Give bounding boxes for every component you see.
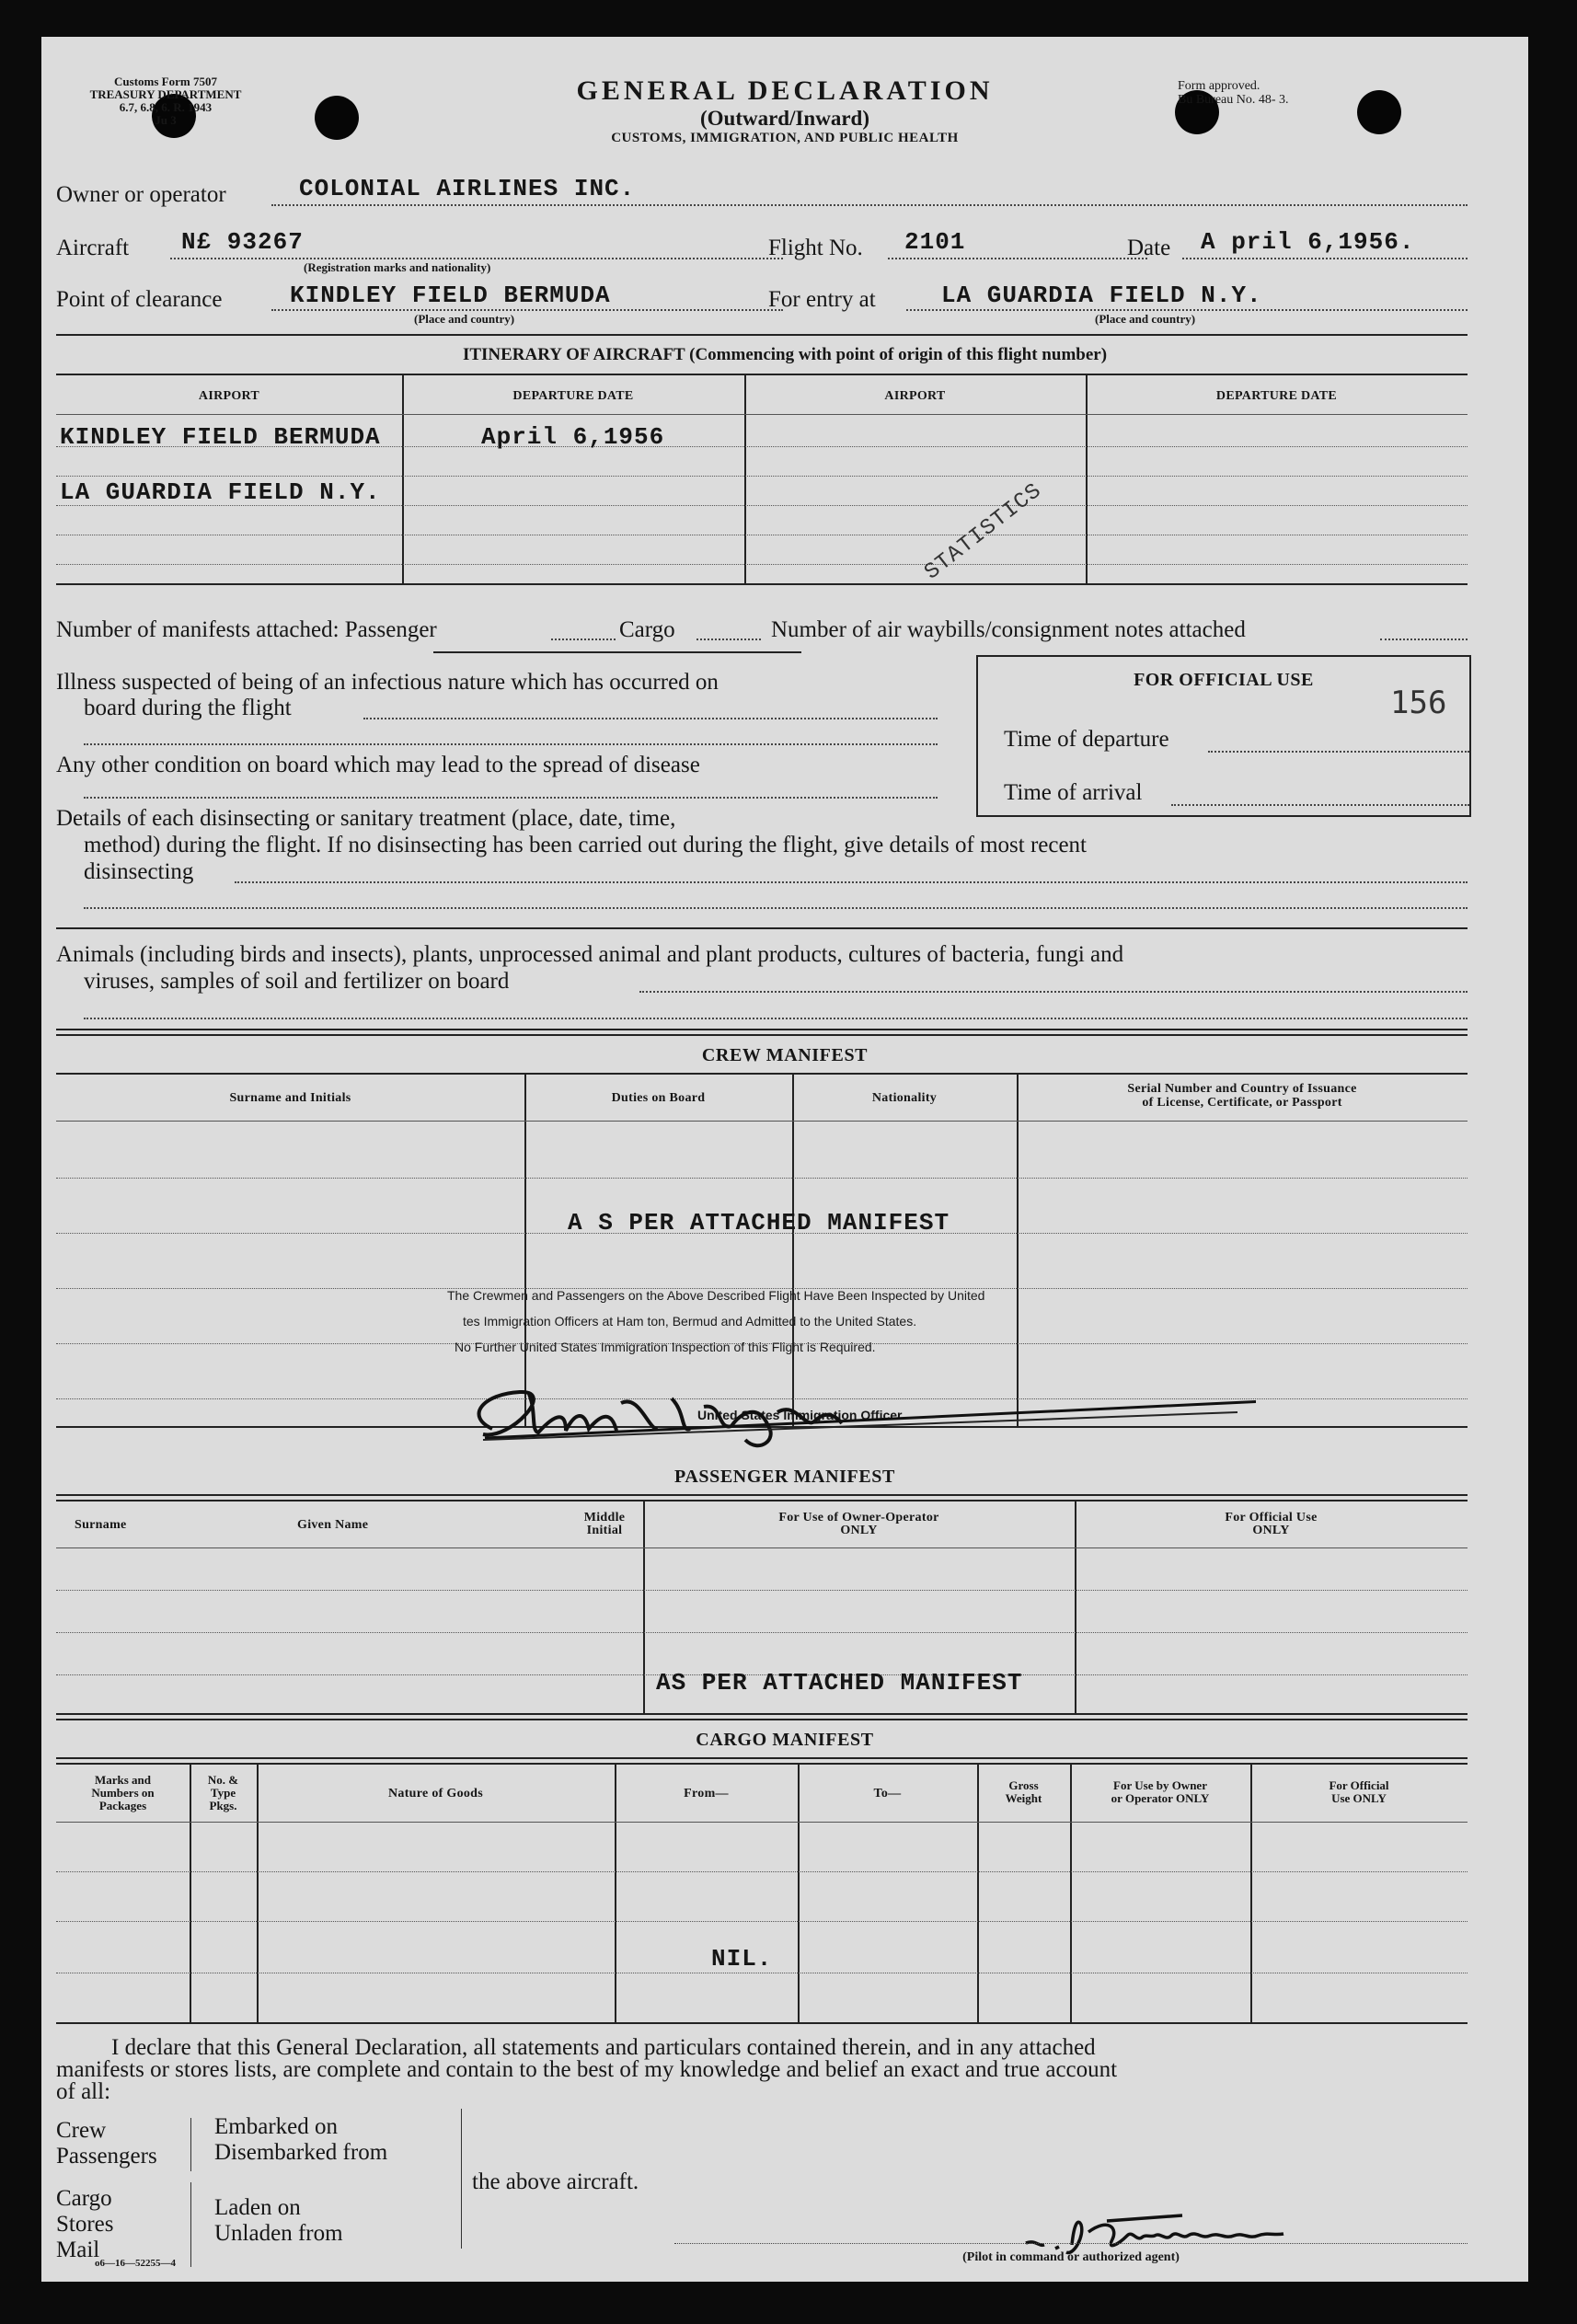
aircraft-label: Aircraft bbox=[56, 236, 130, 260]
approval-line: Form approved. bbox=[1178, 79, 1260, 93]
title-block bbox=[41, 75, 1528, 146]
declaration-crew: Crew bbox=[56, 2118, 107, 2143]
animals-text: Animals (including birds and insects), plants, unprocessed animal and plant products, cultures of bacteria, fungi and bbox=[56, 942, 1124, 967]
aircraft-caption: (Registration marks and nationality) bbox=[304, 260, 491, 274]
passenger-col-official: For Official Use bbox=[1225, 1511, 1318, 1524]
flight-value: 2101 bbox=[904, 228, 966, 256]
declaration-above: the above aircraft. bbox=[472, 2169, 639, 2194]
declaration-embarked: Embarked on bbox=[214, 2114, 338, 2139]
other-condition-text: Any other condition on board which may lead to the spread of disease bbox=[56, 753, 700, 777]
disinsecting-text: method) during the flight. If no disinsecting has been carried out during the flight, give details of most recent bbox=[84, 833, 1088, 857]
cargo-col-official-line: For Official bbox=[1329, 1778, 1389, 1792]
form-id-line: Customs Form 7507 bbox=[114, 75, 217, 88]
animals-text: viruses, samples of soil and fertilizer on board bbox=[84, 969, 510, 994]
crew-typed-note: A S PER ATTACHED MANIFEST bbox=[568, 1209, 950, 1237]
cargo-col-marks bbox=[56, 1774, 190, 1812]
stamp-line: tes Immigration Officers at Ham ton, Bermud and Admitted to the United States. bbox=[463, 1314, 917, 1329]
aircraft-value: N£ 93267 bbox=[181, 228, 304, 256]
date-value: A pril 6,1956. bbox=[1201, 228, 1415, 256]
itinerary-row-date: April 6,1956 bbox=[481, 423, 665, 451]
stamp-line: The Crewmen and Passengers on the Above Described Flight Have Been Inspected by United bbox=[447, 1288, 985, 1303]
officer-signature bbox=[428, 1375, 1256, 1458]
cargo-col-marks-line: Numbers on bbox=[91, 1786, 155, 1800]
owner-value: COLONIAL AIRLINES INC. bbox=[299, 175, 636, 202]
disinsecting-text: disinsecting bbox=[84, 859, 194, 884]
date-label: Date bbox=[1127, 236, 1171, 260]
declaration-text: manifests or stores lists, are complete and contain to the best of my knowledge and belief an exact and true account bbox=[56, 2057, 1118, 2082]
crew-col-serial: Serial Number and Country of Issuance bbox=[1127, 1082, 1357, 1096]
entry-line bbox=[906, 309, 1468, 311]
declaration-text: of all: bbox=[56, 2079, 111, 2104]
statistics-stamp: STATISTICS bbox=[920, 478, 1048, 586]
declaration-disembarked: Disembarked from bbox=[214, 2140, 388, 2165]
form-id-line: 6.7, 6.8, 6. R. 1943 bbox=[119, 100, 213, 114]
cargo-col-marks-line: Packages bbox=[98, 1799, 147, 1812]
clearance-line bbox=[271, 309, 783, 311]
declaration-form bbox=[41, 37, 1528, 2282]
form-title: GENERAL DECLARATION bbox=[576, 75, 994, 106]
cargo-col-from: From— bbox=[684, 1787, 729, 1801]
cargo-col-gross-line: Weight bbox=[1005, 1791, 1042, 1805]
declaration-text: I declare that this General Declaration, all statements and particulars contained therein, and in any attached bbox=[111, 2035, 1096, 2060]
passenger-col-middle: Middle bbox=[583, 1511, 626, 1524]
form-id-line: TREASURY DEPARTMENT bbox=[89, 87, 242, 101]
itinerary-col-departure: DEPARTURE DATE bbox=[512, 389, 634, 403]
owner-line bbox=[271, 204, 1468, 206]
itinerary-col-departure: DEPARTURE DATE bbox=[1215, 389, 1338, 403]
crew-col-nationality: Nationality bbox=[871, 1091, 938, 1105]
manifests-cargo-label: Cargo bbox=[619, 617, 675, 642]
flight-line bbox=[888, 258, 1147, 259]
cargo-col-number-line: Pkgs. bbox=[209, 1799, 237, 1812]
cargo-col-gross bbox=[977, 1779, 1070, 1805]
crew-manifest-title: CREW MANIFEST bbox=[701, 1045, 869, 1065]
crew-col-serial: of License, Certificate, or Passport bbox=[1142, 1096, 1342, 1110]
cargo-manifest-title: CARGO MANIFEST bbox=[696, 1730, 874, 1750]
official-use-title: FOR OFFICIAL USE bbox=[1134, 670, 1314, 690]
form-subtitle: (Outward/Inward) bbox=[699, 107, 869, 130]
clearance-label: Point of clearance bbox=[56, 287, 223, 312]
declaration-laden: Laden on bbox=[214, 2195, 301, 2220]
official-use-number: 156 bbox=[1390, 685, 1447, 721]
cargo-col-number bbox=[190, 1774, 257, 1812]
cargo-typed-note: NIL. bbox=[711, 1945, 773, 1973]
cargo-col-marks-line: Marks and bbox=[94, 1773, 152, 1787]
aircraft-line bbox=[170, 258, 783, 259]
form-subtitle2: CUSTOMS, IMMIGRATION, AND PUBLIC HEALTH bbox=[611, 131, 959, 145]
itinerary-col-airport: AIRPORT bbox=[198, 389, 260, 403]
disinsecting-text: Details of each disinsecting or sanitary treatment (place, date, time, bbox=[56, 806, 676, 831]
manifests-label: Number of manifests attached: Passenger bbox=[56, 617, 437, 642]
entry-caption: (Place and country) bbox=[1095, 312, 1196, 326]
waybills-label: Number of air waybills/consignment notes attached bbox=[771, 617, 1246, 642]
cargo-col-nature: Nature of Goods bbox=[387, 1787, 484, 1801]
passenger-col-middle: Initial bbox=[586, 1524, 623, 1537]
declaration-mail: Mail bbox=[56, 2238, 100, 2262]
cargo-col-to: To— bbox=[873, 1787, 902, 1801]
cargo-col-owner-line: For Use by Owner bbox=[1113, 1778, 1207, 1792]
itinerary-row-airport: KINDLEY FIELD BERMUDA bbox=[60, 423, 381, 451]
immigration-stamp bbox=[317, 1283, 1072, 1360]
departure-time-label: Time of departure bbox=[1004, 727, 1169, 752]
passenger-typed-note: AS PER ATTACHED MANIFEST bbox=[656, 1669, 1023, 1697]
passenger-manifest-title: PASSENGER MANIFEST bbox=[674, 1467, 895, 1487]
flight-label: Flight No. bbox=[768, 236, 863, 260]
cargo-col-owner-line: or Operator ONLY bbox=[1111, 1791, 1210, 1805]
official-use-box bbox=[976, 655, 1471, 817]
entry-label: For entry at bbox=[768, 287, 876, 312]
passenger-col-surname: Surname bbox=[75, 1518, 127, 1532]
cargo-col-official-line: Use ONLY bbox=[1331, 1791, 1387, 1805]
itinerary-title: ITINERARY OF AIRCRAFT (Commencing with point of origin of this flight number) bbox=[462, 345, 1108, 364]
clearance-value: KINDLEY FIELD BERMUDA bbox=[290, 282, 611, 309]
clearance-caption: (Place and country) bbox=[414, 312, 515, 326]
itinerary-row-airport: LA GUARDIA FIELD N.Y. bbox=[60, 478, 381, 506]
crew-col-duties: Duties on Board bbox=[611, 1091, 706, 1105]
declaration-stores: Stores bbox=[56, 2212, 114, 2237]
passenger-col-given: Given Name bbox=[297, 1518, 369, 1532]
illness-text: Illness suspected of being of an infectious nature which has occurred on bbox=[56, 670, 719, 695]
print-code: o6—16—52255—4 bbox=[95, 2258, 176, 2269]
stamp-line: No Further United States Immigration Inspection of this Flight is Required. bbox=[455, 1340, 876, 1354]
cargo-col-gross-line: Gross bbox=[1008, 1778, 1039, 1792]
arrival-time-label: Time of arrival bbox=[1004, 780, 1143, 805]
cargo-col-number-line: No. & bbox=[207, 1773, 239, 1787]
declaration-cargo: Cargo bbox=[56, 2186, 112, 2211]
cargo-col-number-line: Type bbox=[210, 1786, 236, 1800]
owner-label: Owner or operator bbox=[56, 182, 226, 207]
passenger-col-official: ONLY bbox=[1252, 1524, 1290, 1537]
declaration-unladen: Unladen from bbox=[214, 2221, 343, 2246]
illness-text: board during the flight bbox=[84, 696, 292, 720]
form-id-line: Ju 3 bbox=[155, 113, 177, 127]
approval-line: Bu Bureau No. 48- 3. bbox=[1178, 93, 1289, 107]
crew-col-surname: Surname and Initials bbox=[229, 1091, 351, 1105]
itinerary-col-airport: AIRPORT bbox=[884, 389, 946, 403]
date-line bbox=[1182, 258, 1468, 259]
pilot-caption: (Pilot in command or authorized agent) bbox=[962, 2250, 1180, 2264]
stamp-officer-caption: United States Immigration Officer bbox=[697, 1408, 903, 1422]
cargo-col-owner bbox=[1070, 1779, 1250, 1805]
passenger-col-owner: For Use of Owner-Operator bbox=[778, 1511, 939, 1524]
passenger-col-owner: ONLY bbox=[840, 1524, 878, 1537]
declaration-passengers: Passengers bbox=[56, 2144, 157, 2169]
cargo-col-official bbox=[1250, 1779, 1468, 1805]
entry-value: LA GUARDIA FIELD N.Y. bbox=[941, 282, 1262, 309]
